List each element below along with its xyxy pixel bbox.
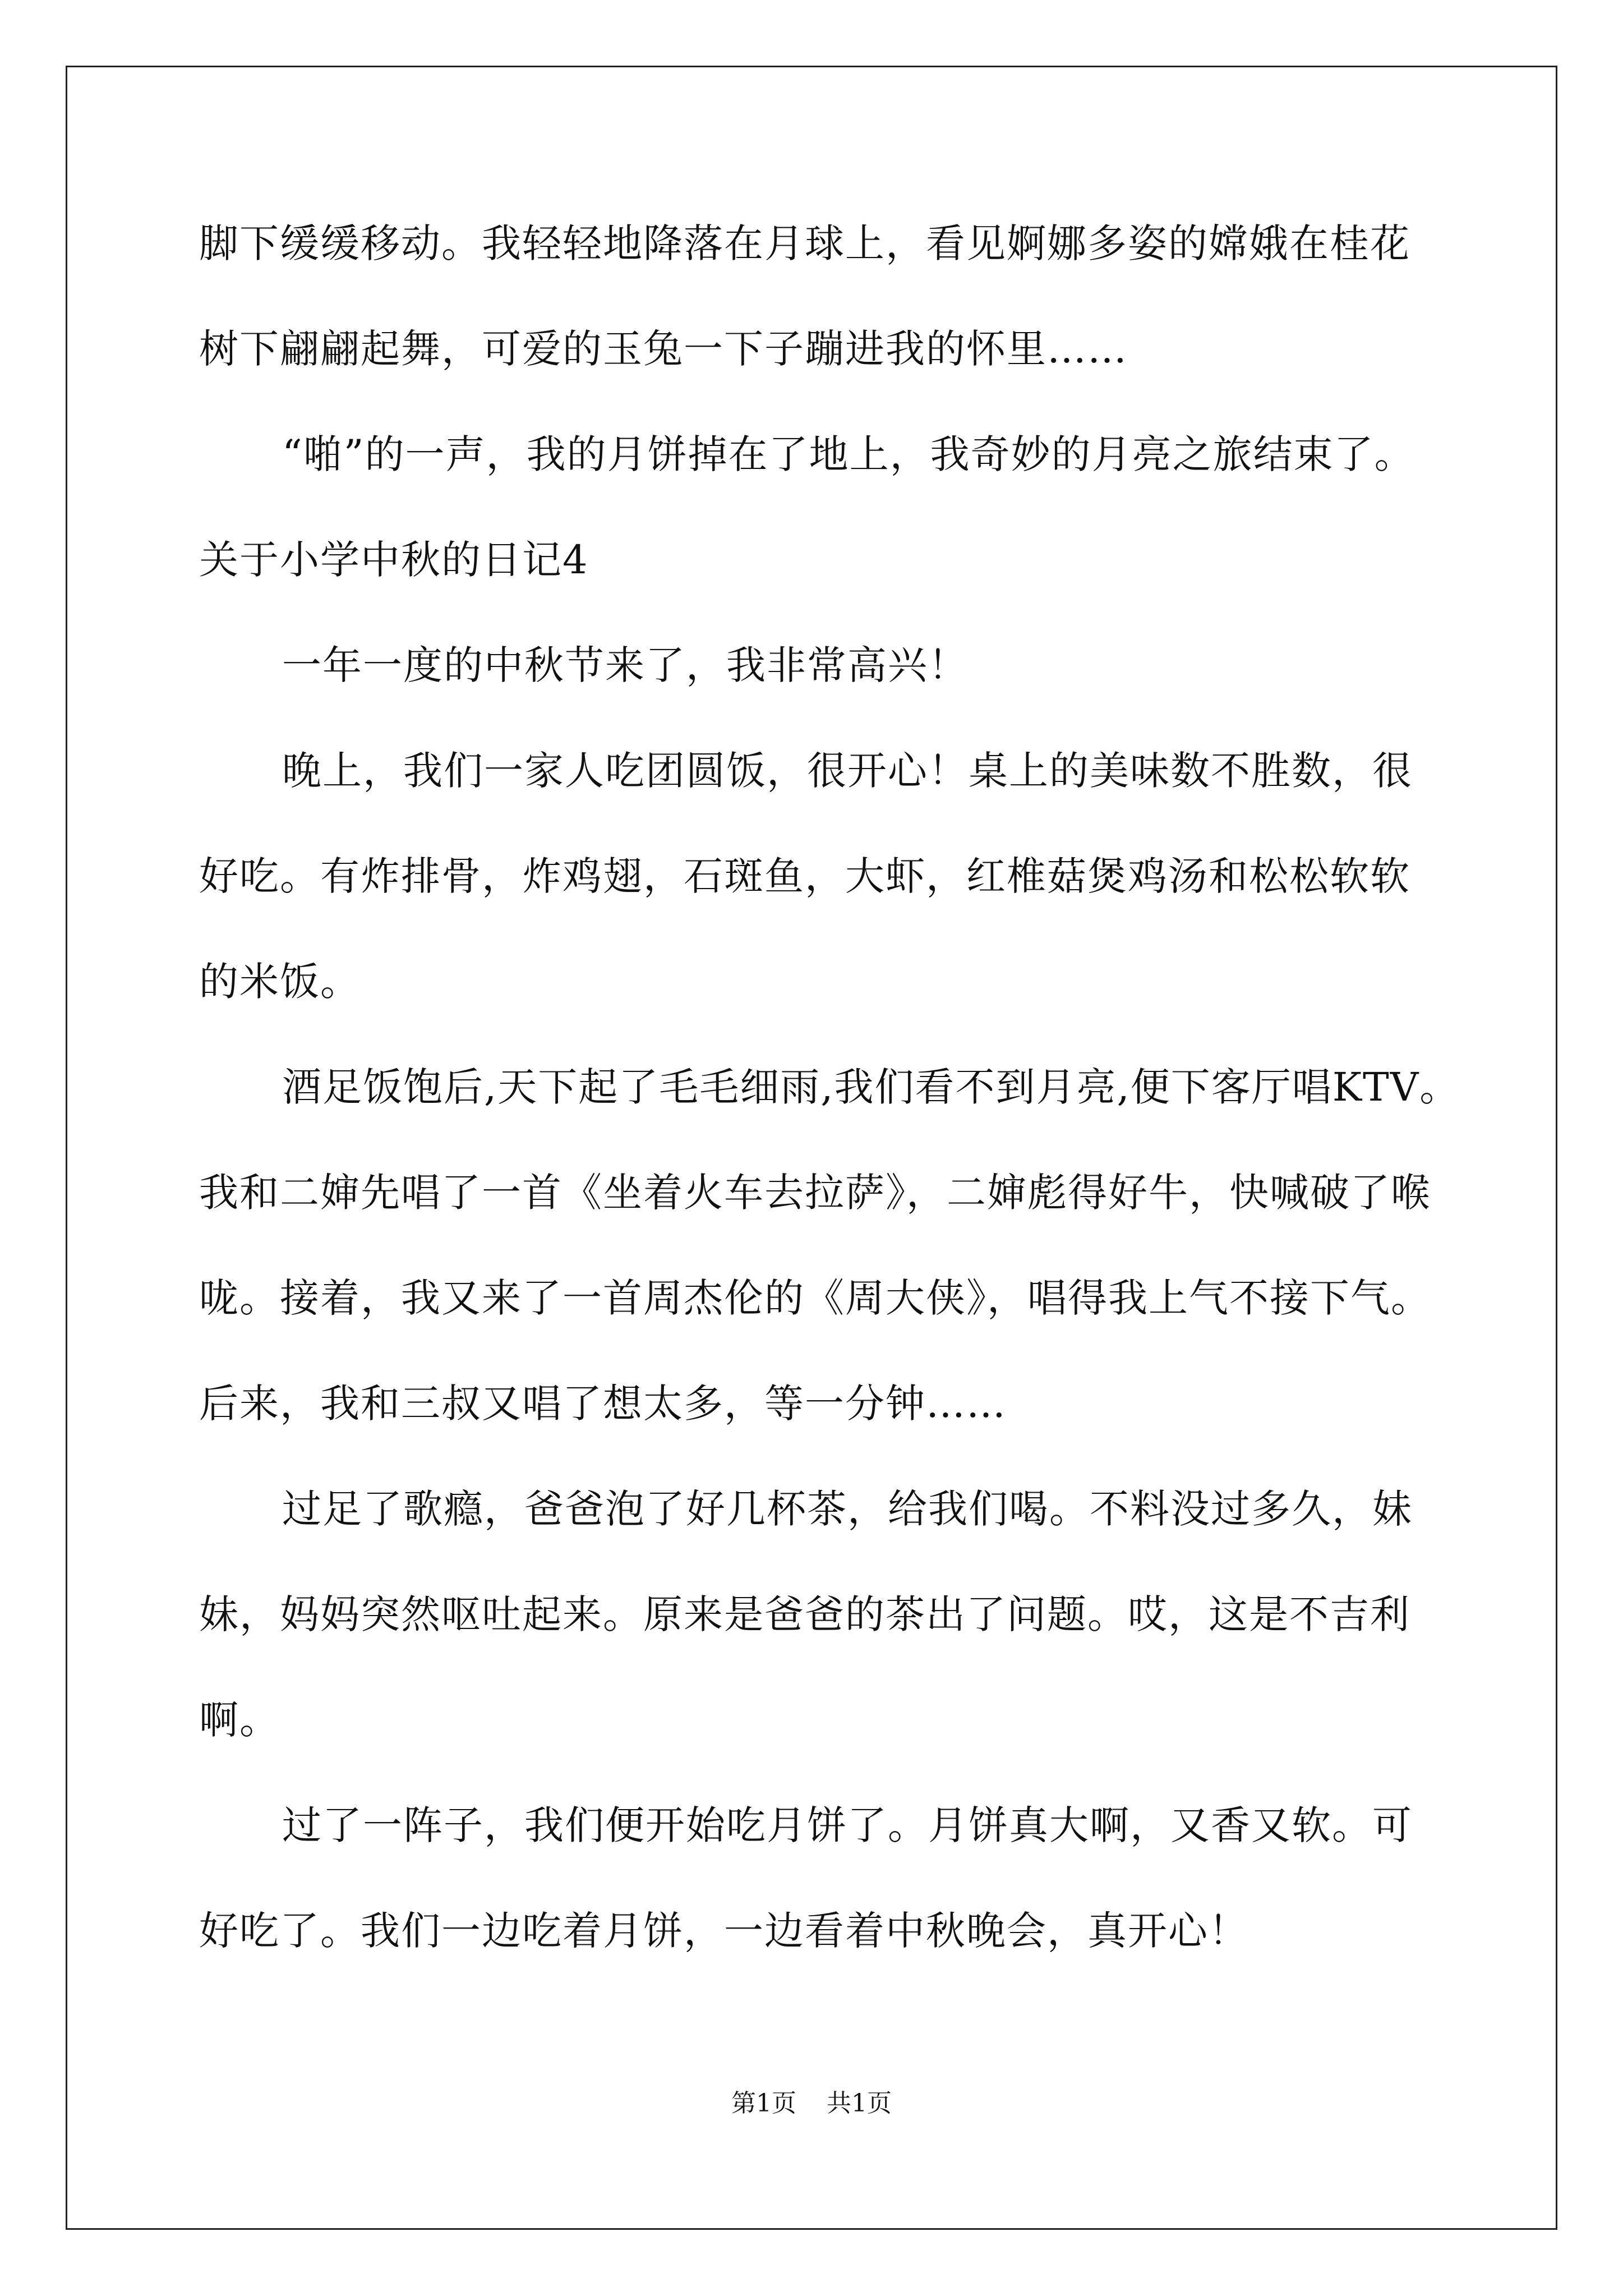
text-line: 脚下缓缓移动。我轻轻地降落在月球上，看见婀娜多姿的嫦娥在桂花 (199, 220, 1410, 266)
text-line: 过了一阵子，我们便开始吃月饼了。月饼真大啊，又香又软。可 (282, 1802, 1413, 1848)
text-line: 晚上，我们一家人吃团圆饭，很开心！桌上的美味数不胜数，很 (282, 748, 1413, 794)
document-body (199, 191, 1460, 1984)
text-line: 我和二婶先唱了一首《坐着火车去拉萨》，二婶彪得好牛，快喊破了喉 (199, 1170, 1431, 1216)
text-line: 过足了歌瘾，爸爸泡了好几杯茶，给我们喝。不料没过多久，妹 (282, 1486, 1413, 1532)
text-line: 啊。 (199, 1697, 280, 1743)
page-number-total: 共1页 (827, 2089, 892, 2118)
section-heading: 关于小学中秋的日记4 (199, 537, 589, 583)
text-line: 咙。接着，我又来了一首周杰伦的《周大侠》，唱得我上气不接下气。 (199, 1275, 1431, 1321)
text-line: 妹，妈妈突然呕吐起来。原来是爸爸的茶出了问题。哎，这是不吉利 (199, 1591, 1410, 1637)
text-line: “啪”的一声，我的月饼掉在了地上，我奇妙的月亮之旅结束了。 (282, 431, 1415, 477)
text-line: 酒足饭饱后,天下起了毛毛细雨,我们看不到月亮,便下客厅唱KTV。 (282, 1064, 1460, 1110)
text-line: 一年一度的中秋节来了，我非常高兴！ (282, 642, 969, 688)
page-footer (0, 2087, 1623, 2120)
page-number-current: 第1页 (731, 2089, 796, 2118)
text-line: 树下翩翩起舞，可爱的玉兔一下子蹦进我的怀里…… (199, 326, 1128, 372)
text-line: 好吃了。我们一边吃着月饼，一边看着中秋晚会，真开心！ (199, 1908, 1249, 1954)
text-line: 的米饭。 (199, 959, 361, 1005)
text-line: 后来，我和三叔又唱了想太多，等一分钟…… (199, 1381, 1007, 1427)
text-line: 好吃。有炸排骨，炸鸡翅，石斑鱼，大虾，红椎菇煲鸡汤和松松软软 (199, 853, 1410, 899)
